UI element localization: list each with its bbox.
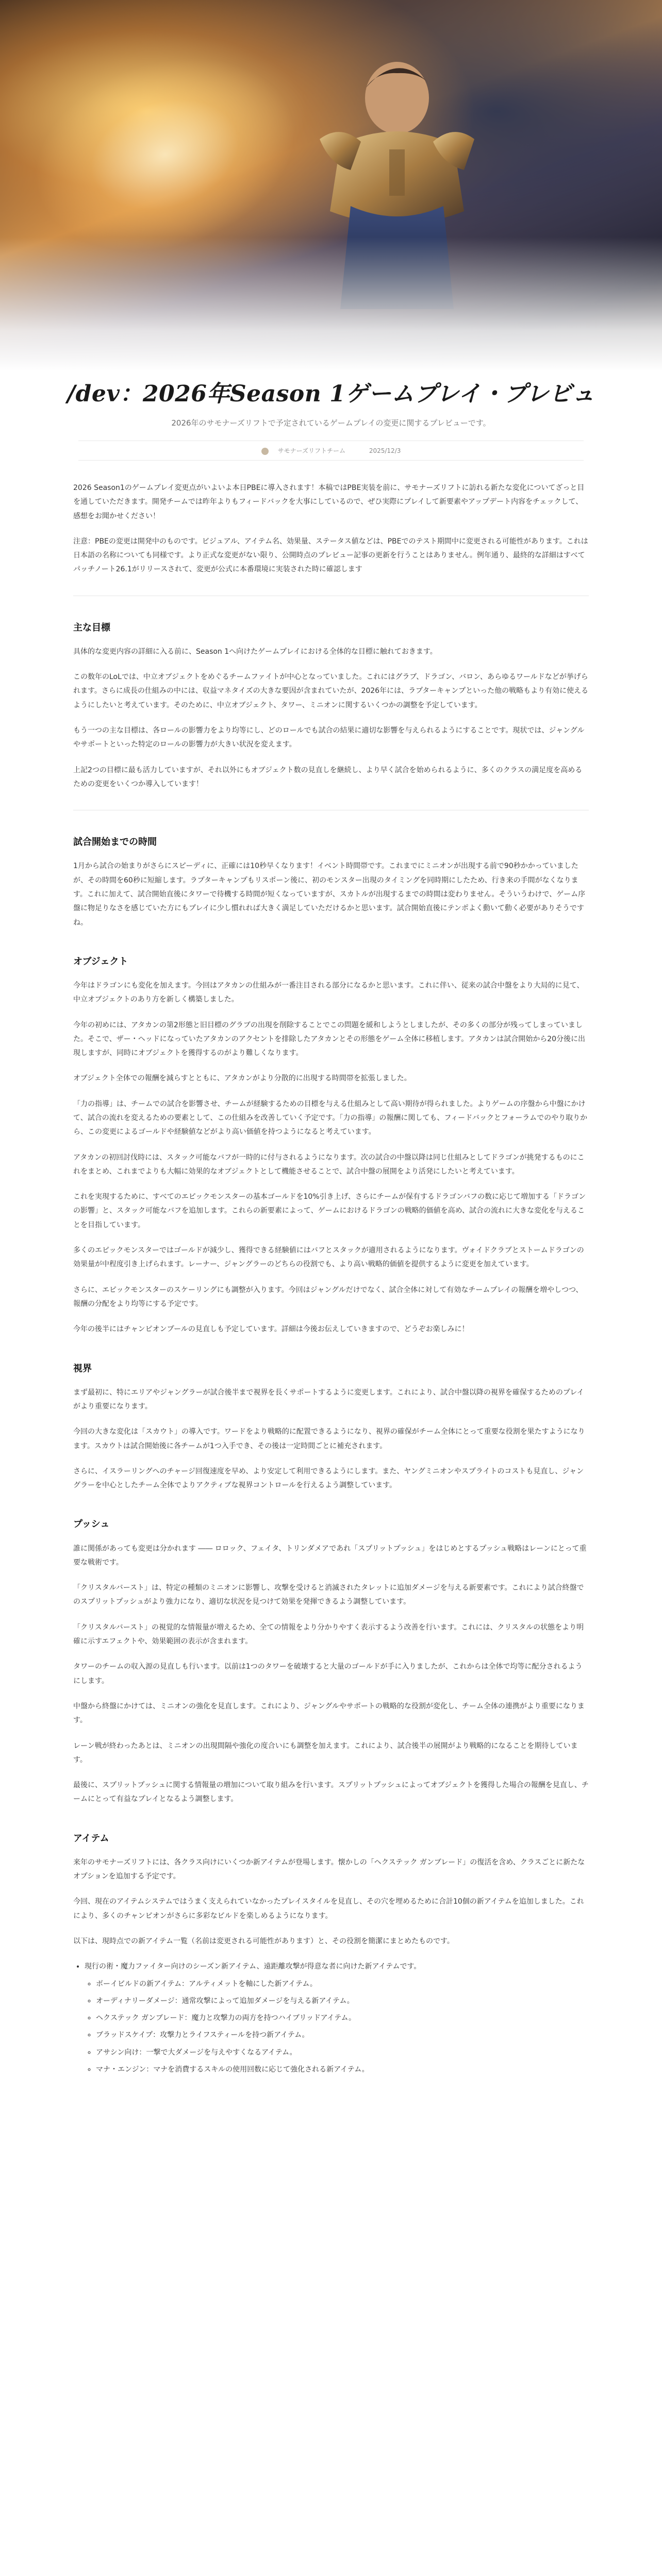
item-list bbox=[73, 1960, 589, 2077]
paragraph: 誰に関係があっても変更は分かれます ―― ロロック、フェイタ、トリンダメアであれ「スプリットプッシュ」をはじめとするプッシュ戦略はレーンにとって重要な戦術です。 bbox=[73, 1544, 587, 1567]
paragraph: まず最初に、特にエリアやジャングラーが試合後半まで視界を長くサポートするように変更します。これにより、試合中盤以降の視界を確保するためのプレイがより重要になります。 bbox=[73, 1388, 584, 1411]
hero-banner bbox=[0, 0, 662, 371]
paragraph: アタカンの初回討伐時には、スタック可能なバフが一時的に付与されるようになります。次の試合の中盤以降は同じ仕組みとしてドラゴンが挑発するものにこれをまとめ、これまでよりも大幅に効果的なオブジェクトとして機能させることで、試合中盤の展開をより活発にしたいと考えています。 bbox=[73, 1153, 585, 1176]
paragraph: この数年のLoLでは、中立オブジェクトをめぐるチームファイトが中心となっていました。これにはグラブ、ドラゴン、バロン、あらゆるワールドなどが挙げられます。さらに成長の仕組みの中には、収益マネタイズの大きな要因が含まれていたが、2026年には、ラプターキャンプといった他の戦略もより有効に使えるようにしたいと考えています。そのために、中立オブジェクト、タワー、ミニオンに関するいくつかの調整を予定しています。 bbox=[73, 673, 589, 709]
article-meta bbox=[78, 440, 584, 461]
list-item-label: 現行の術・魔力ファイター向けのシーズン新アイテム、遠距離攻撃が得意な者に向けた新アイテムです。 bbox=[85, 1962, 421, 1971]
page-subtitle: 2026年のサモナーズリフトで予定されているゲームプレイの変更に関するプレビューです。 bbox=[171, 418, 491, 428]
paragraph: 今回の大きな変化は「スカウト」の導入です。ワードをより戦略的に配置できるようになり、視界の確保がチーム全体にとって重要な役割を果たすようになります。スカウトは試合開始後に各チームが1つ入手でき、その後は一定時間ごとに補充されます。 bbox=[73, 1428, 585, 1450]
section-heading-timing: 試合開始までの時間 bbox=[73, 837, 157, 848]
paragraph: 今年の初めには、アタカンの第2形態と旧目標のグラブの出現を削除することでこの問題を緩和しようとしましたが、その多くの部分が残ってしまっていました。そこで、ザー・ヘッドになっていたアタカンのアクセントを排除したアタカンとその形態をゲーム全体に移植します。アタカンは試合開始から20分後に出現しますが、同時にオブジェクトを獲得するのがより難しくなります。 bbox=[73, 1021, 586, 1058]
paragraph: 最後に、スプリットプッシュに関する情報量の増加について取り組みを行います。スプリットプッシュによってオブジェクトを獲得した場合の報酬を見直し、チームにとって有益なプレイとなるよう調整します。 bbox=[73, 1781, 589, 1804]
paragraph: さらに、イスラーリングへのチャージ回復速度を早め、より安定して利用できるようにします。また、ヤングミニオンやスプライトのコストも見直し、ジャングラーを中心としたチーム全体でよりアクティブな視界コントロールを行えるよう調整しています。 bbox=[73, 1467, 584, 1490]
sub-list bbox=[85, 1977, 589, 2077]
paragraph: 今年はドラゴンにも変化を加えます。今回はアタカンの仕組みが一番注目される部分になるかと思います。これに伴い、従来の試合中盤をより大局的に見て、中立オブジェクトのあり方を新しく構築しました。 bbox=[73, 981, 584, 1004]
paragraph: 中盤から終盤にかけては、ミニオンの強化を見直します。これにより、ジャングルやサポートの戦略的な役割が変化し、チーム全体の連携がより重要になります。 bbox=[73, 1702, 585, 1725]
hero-fade-overlay bbox=[0, 237, 662, 371]
intro-paragraph: 2026 Season1のゲームプレイ変更点がいよいよ本日PBEに導入されます！本稿ではPBE実装を前に、サモナーズリフトに訪れる新たな変化についてざっと目を通していただきます。開発チームでは昨年よりもフィードバックを大事にしているので、ぜひ実際にプレイして新要素やアップデート内容をチェックして、感想をお聞かせください！ bbox=[73, 484, 585, 520]
author[interactable]: サモナーズリフトチーム bbox=[261, 447, 353, 454]
paragraph: タワーのチームの収入源の見直しも行います。以前は1つのタワーを破壊すると大量のゴールドが手に入りましたが、これからは全体で均等に配分されるようにします。 bbox=[73, 1663, 583, 1685]
section-heading-objects: オブジェクト bbox=[73, 956, 128, 967]
paragraph: 1月から試合の始まりがさらにスピーディに、正確には10秒早くなります！イベント時間帯です。これまでにミニオンが出現する前で90秒かかっていましたが、その時間を60秒に短縮します。ラプターキャンプもリスポーン後に、初のモンスター出現のタイミングを同時期にしたため、行き来の手間がなくなります。これに加えて、試合開始直後にタワーで待機する時間が短くなっていますが、スカトルが出現するまでの時間は変わりません。そういうわけで、ゲーム序盤に物足りなさを感じていた方にもプレイに少し慣れれば大きく満足していただけるかと思います。試合開始直後にテンポよく動いて動く必要がありそうですね。 bbox=[73, 862, 586, 927]
paragraph: 「クリスタルバースト」の視覚的な情報量が増えるため、全ての情報をより分かりやすく表示するよう改善を行います。これには、クリスタルの状態をより明確に示すエフェクトや、効果範囲の表示が含まれます。 bbox=[73, 1623, 584, 1646]
section-heading-vision: 視界 bbox=[73, 1363, 92, 1374]
paragraph: 「力の指導」は、チームでの試合を影響させ、チームが経験するための目標を与える仕組みとして高い期待が得られました。よりゲームの序盤から中盤にかけて、試合の流れを変えるための要素として、この仕組みを改善していく予定です。「力の指導」の報酬に関しても、フィードバックとフォーラムでのやり取りから、この変更によるゴールドや経験値などがより高い価値を持つようになると考えています。 bbox=[73, 1099, 588, 1137]
section-heading-goals: 主な目標 bbox=[73, 622, 110, 633]
paragraph: レーン戦が終わったあとは、ミニオンの出現間隔や強化の度合いにも調整を加えます。これにより、試合後半の展開がより戦略的になることを期待しています。 bbox=[73, 1741, 578, 1764]
list-item: ◦ ボーイビルドの新アイテム：アルティメットを軸にした新アイテム。 bbox=[96, 1977, 589, 1991]
section-heading-items: アイテム bbox=[73, 1833, 109, 1844]
list-item: ◦ ブラッドスケイプ：攻撃力とライフスティールを持つ新アイテム。 bbox=[96, 2028, 589, 2042]
section-heading-push: プッシュ bbox=[73, 1519, 110, 1530]
paragraph: もう一つの主な目標は、各ロールの影響力をより均等にし、どのロールでも試合の結果に適切な影響を与えられるようにすることです。現状では、ジャングルやサポートといった特定のロールの影響力が大きい状況を変えます。 bbox=[73, 726, 585, 749]
publish-date: 2025/12/3 bbox=[369, 447, 401, 454]
paragraph: オブジェクト全体での報酬を減らすとともに、アタカンがより分散的に出現する時間帯を拡張しました。 bbox=[73, 1074, 411, 1083]
paragraph: これを実現するために、すべてのエピックモンスターの基本ゴールドを10%引き上げ、さらにチームが保有するドラゴンバフの数に応じて増加する「ドラゴンの影響」と、スタック可能なバフを追加します。これらの新要素によって、ゲームにおけるドラゴンの戦略的価値を高め、試合の流れに大きな変化を与えることを目指しています。 bbox=[73, 1193, 586, 1229]
list-item: ◦ オーディナリーダメージ：通常攻撃によって追加ダメージを与える新アイテム。 bbox=[96, 1994, 589, 2008]
list-item bbox=[85, 1960, 589, 2077]
paragraph: 「クリスタルバースト」は、特定の種類のミニオンに影響し、攻撃を受けると消滅されたタレットに追加ダメージを与える新要素です。これにより試合終盤でのスプリットプッシュがより強力になり、適切な状況を見つけて効果を発揮できるよう調整しています。 bbox=[73, 1584, 584, 1606]
paragraph: 来年のサモナーズリフトには、各クラス向けにいくつか新アイテムが登場します。懐かしの「ヘクステック ガンブレード」の復活を含め、クラスごとに新たなオプションを追加する予定です。 bbox=[73, 1858, 585, 1881]
page-title: /dev：2026年Season 1ゲームプレイ・プレビュ bbox=[67, 381, 595, 407]
intro-note: 注意：PBEの変更は開発中のものです。ビジュアル、アイテム名、効果量、ステータス値などは、PBEでのテスト期間中に変更される可能性があります。これは日本語の名称についても同様です。より正式な変更がない限り、公開時点のプレビュー記事の更新を行うことはありません。例年通り、最終的な詳細はすべてパッチノート26.1がリリースされて、変更が公式に本番環境に実装された時に確認します bbox=[73, 537, 588, 574]
paragraph: さらに、エピックモンスターのスケーリングにも調整が入ります。今回はジャングルだけでなく、試合全体に対して有効なチームプレイの報酬を増やしつつ、報酬の分配をより均等にする予定です。 bbox=[73, 1285, 583, 1308]
paragraph: 具体的な変更内容の詳細に入る前に、Season 1へ向けたゲームプレイにおける全体的な目標に触れておきます。 bbox=[73, 647, 437, 656]
list-item: ◦ アサシン向け：一撃で大ダメージを与えやすくなるアイテム。 bbox=[96, 2046, 589, 2060]
paragraph: 多くのエピックモンスターではゴールドが減少し、獲得できる経験値にはバフとスタックが適用されるようになります。ヴォイドクラブとストームドラゴンの効果量が中程度引き上げられます。レーナー、ジャングラーのどちらの役割でも、より高い戦略的価値を提供するように変更を加えています。 bbox=[73, 1246, 584, 1269]
list-item: ◦ ヘクステック ガンブレード：魔力と攻撃力の両方を持つハイブリッドアイテム。 bbox=[96, 2011, 589, 2025]
paragraph: 上記2つの目標に最も活力していますが、それ以外にもオブジェクト数の見直しを継続し、より早く試合を始められるように、多くのクラスの満足度を高めるための変更をいくつか導入しています！ bbox=[73, 766, 583, 788]
paragraph: 今回、現在のアイテムシステムではうまく支えられていなかったプレイスタイルを見直し、その穴を埋めるために合計10個の新アイテムを追加しました。これにより、多くのチャンピオンがさらに多彩なビルドを楽しめるようになります。 bbox=[73, 1897, 584, 1920]
article-body bbox=[73, 481, 589, 2077]
paragraph: 以下は、現時点での新アイテム一覧（名前は変更される可能性があります）と、その役割を簡潔にまとめたものです。 bbox=[73, 1937, 454, 1945]
paragraph: 今年の後半にはチャンピオンプールの見直しも予定しています。詳細は今後お伝えしていきますので、どうぞお楽しみに！ bbox=[73, 1325, 469, 1334]
author-avatar bbox=[261, 448, 269, 455]
list-item: ◦ マナ・エンジン：マナを消費するスキルの使用回数に応じて強化される新アイテム。 bbox=[96, 2063, 589, 2077]
